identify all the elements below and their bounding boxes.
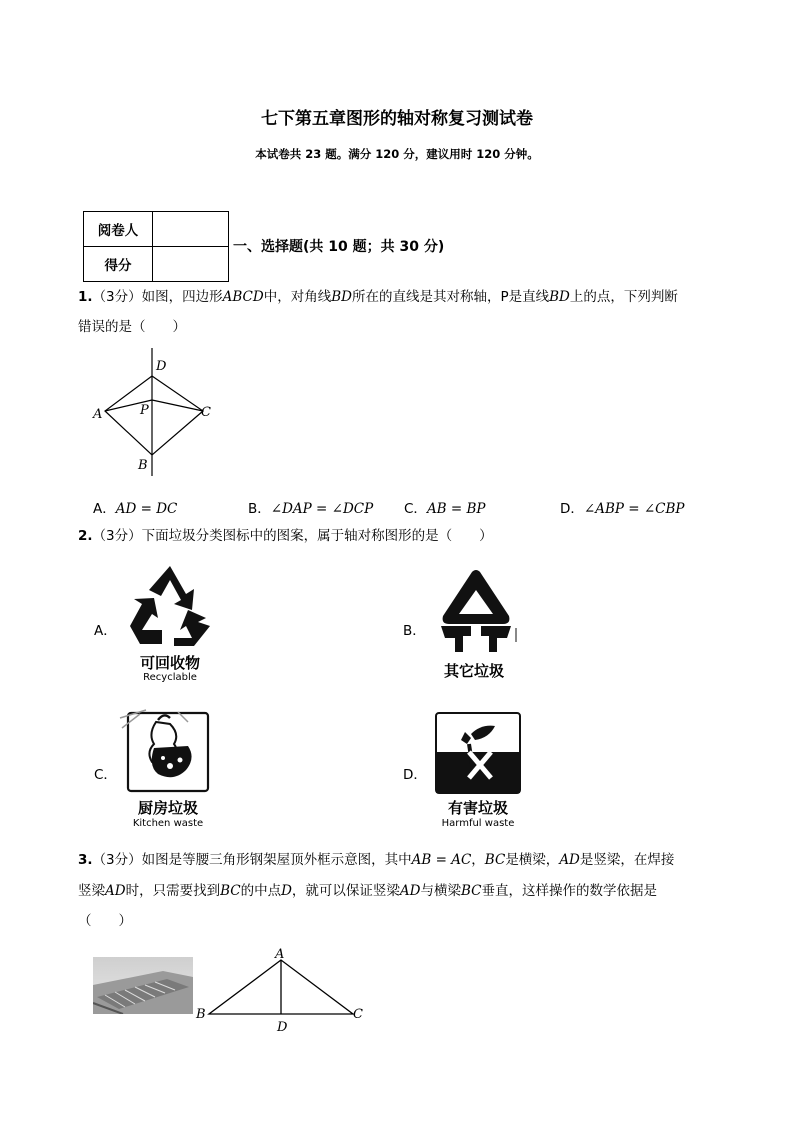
- question-number: 3: [78, 852, 88, 868]
- option-letter: C．: [404, 501, 427, 517]
- question-text: 时，只需要找到: [125, 883, 221, 899]
- question-1-line-1: 1.（3分）如图，四边形ABCD中，对角线BD所在的直线是其对称轴，P是直线BD上的点，下列判断: [78, 289, 678, 305]
- question-3-line-2: [78, 876, 718, 906]
- question-text: 如图是等腰三角形钢架屋顶外框示意图，其中: [141, 852, 412, 868]
- q2-option-c-cn: 厨房垃圾: [137, 799, 198, 817]
- score-table: [83, 211, 229, 282]
- question-2-line-1: 2.（3分）下面垃圾分类图标中的图案，属于轴对称图形的是（ ）: [78, 528, 493, 544]
- question-number: 1: [78, 289, 88, 305]
- option-expr: ∠ABP = ∠CBP: [583, 501, 685, 517]
- question-text: 垂直，这样操作的数学依据是: [481, 883, 658, 899]
- question-points: （3分）: [92, 528, 142, 544]
- q1-option-b[interactable]: [248, 497, 373, 517]
- q1-option-d[interactable]: [560, 497, 685, 517]
- option-letter: B．: [248, 501, 271, 517]
- question-number: 2: [78, 528, 88, 544]
- label-c: C: [201, 405, 211, 420]
- q2-option-a-en: Recyclable: [143, 672, 197, 683]
- question-text: 如图，四边形: [141, 289, 223, 305]
- page-subtitle: 本试卷共 23 题。满分 120 分，建议用时 120 分钟。: [255, 147, 539, 161]
- question-text: 是横梁，: [505, 852, 560, 868]
- label-d: D: [156, 359, 167, 374]
- question-1-figure: [88, 348, 228, 478]
- option-expr: AB = BP: [426, 501, 486, 517]
- q2-option-c-en: Kitchen waste: [132, 818, 204, 829]
- option-expr: AD = DC: [115, 501, 178, 517]
- question-text: 是竖梁，在焊接: [579, 852, 675, 868]
- math-expr: AD: [559, 852, 580, 868]
- question-3-line-1: 3.（3分）如图是等腰三角形钢架屋顶外框示意图，其中AB = AC，BC是横梁，AD是竖梁，在焊接: [78, 852, 675, 868]
- question-3-figure: [193, 944, 373, 1036]
- question-text: 所在的直线是其对称轴，P是直线: [351, 289, 550, 305]
- label-d: D: [277, 1020, 288, 1035]
- q2-option-a-cn: 可回收物: [139, 654, 200, 672]
- math-expr: BD: [331, 289, 352, 305]
- question-text: 上的点，下列判断: [569, 289, 678, 305]
- q2-option-d-letter[interactable]: D．: [403, 767, 427, 783]
- question-text: 竖梁: [78, 883, 105, 899]
- option-expr: ∠DAP = ∠DCP: [270, 501, 374, 517]
- reviewer-label: 阅卷人: [84, 212, 153, 247]
- score-value[interactable]: [153, 247, 229, 282]
- math-expr: BC: [220, 883, 241, 899]
- question-points: （3分）: [92, 289, 142, 305]
- option-letter: D．: [560, 501, 584, 517]
- kitchen-waste-icon: [118, 708, 214, 796]
- question-text: 与横梁: [420, 883, 461, 899]
- quadrilateral-abcd: [105, 376, 203, 455]
- q1-option-c[interactable]: [404, 497, 486, 517]
- question-1-line-2: 错误的是（ ）: [78, 319, 186, 335]
- q2-option-c-letter[interactable]: C．: [94, 767, 117, 783]
- recycle-icon: [128, 564, 212, 648]
- label-a: A: [275, 947, 285, 962]
- option-letter: A．: [93, 501, 116, 517]
- math-expr: BC: [461, 883, 482, 899]
- page-title: 七下第五章图形的轴对称复习测试卷: [261, 109, 533, 129]
- math-expr: D: [281, 883, 292, 899]
- label-b: B: [138, 458, 148, 473]
- q2-option-b-cn: 其它垃圾: [443, 662, 504, 680]
- reviewer-value[interactable]: [153, 212, 229, 247]
- question-text: 的中点: [240, 883, 282, 899]
- q2-option-a-letter[interactable]: A．: [94, 623, 117, 639]
- question-points: （3分）: [92, 852, 142, 868]
- question-text: ，就可以保证竖梁: [291, 883, 400, 899]
- question-text: ，: [471, 852, 485, 868]
- math-expr: AD: [105, 883, 126, 899]
- label-b: B: [196, 1007, 206, 1022]
- math-expr: ABCD: [222, 289, 264, 305]
- q1-option-a[interactable]: [93, 497, 177, 517]
- score-label: 得分: [84, 247, 153, 282]
- question-3-line-3: （ ）: [78, 913, 132, 929]
- roof-photo: [93, 957, 193, 1014]
- question-text: 下面垃圾分类图标中的图案，属于轴对称图形的是（ ）: [141, 528, 493, 544]
- other-waste-icon: [433, 568, 519, 654]
- question-text: 中，对角线: [263, 289, 332, 305]
- q2-option-d-cn: 有害垃圾: [447, 799, 508, 817]
- section-heading: 一、选择题(共 10 题；共 30 分): [233, 239, 445, 255]
- math-expr: AD: [399, 883, 421, 899]
- label-a: A: [93, 407, 103, 422]
- q2-option-b-letter[interactable]: B．: [403, 623, 426, 639]
- math-expr: BD: [549, 289, 570, 305]
- label-p: P: [140, 403, 149, 418]
- label-c: C: [353, 1007, 363, 1022]
- q2-option-d-en: Harmful waste: [441, 818, 515, 829]
- math-expr: AB = AC: [411, 852, 472, 868]
- harmful-waste-icon: [435, 712, 521, 794]
- math-expr: BC: [484, 852, 506, 868]
